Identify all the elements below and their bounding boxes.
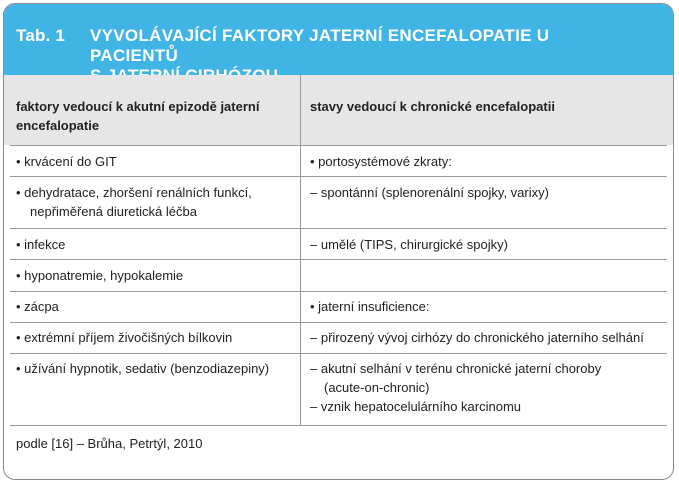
row-divider [10, 176, 667, 177]
cell-line: – umělé (TIPS, chirurgické spojky) [310, 237, 508, 252]
table-card [3, 3, 674, 480]
table-bottom-rule [10, 425, 667, 426]
table-cell-left [16, 235, 294, 254]
cell-line: • krvácení do GIT [16, 154, 117, 169]
table-cell-right [310, 152, 670, 171]
cell-line: • jaterní insuficience: [310, 299, 430, 314]
cell-line: • dehydratace, zhoršení renálních funkcí, [16, 185, 252, 200]
cell-line: • hyponatremie, hypokalemie [16, 268, 184, 283]
column-divider [300, 75, 301, 425]
cell-line: nepřiměřená diuretická léčba [30, 204, 197, 219]
table-header [4, 4, 673, 75]
table-cell-right [310, 297, 670, 316]
cell-line: – přirozený vývoj cirhózy do chronického jaterního selhání [310, 330, 644, 345]
row-divider [10, 145, 667, 146]
source-note: podle [16] – Brůha, Petrtýl, 2010 [16, 436, 203, 451]
row-divider [10, 322, 667, 323]
table-cell-left [16, 328, 294, 347]
cell-line: • zácpa [16, 299, 59, 314]
table-cell-left [16, 297, 294, 316]
cell-line: – vznik hepatocelulárního karcinomu [310, 399, 522, 414]
cell-line: • infekce [16, 237, 66, 252]
cell-line: • portosystémové zkraty: [310, 154, 452, 169]
cell-line: (acute-on-chronic) [324, 380, 430, 395]
column-header-right: stavy vedoucí k chronické encefalopatii [310, 99, 555, 114]
row-divider [10, 353, 667, 354]
table-number: Tab. 1 [16, 26, 66, 45]
table-cell-left [16, 359, 294, 378]
column-headers [4, 75, 673, 145]
cell-line: – spontánní (splenorenální spojky, varixy) [310, 185, 549, 200]
cell-line: • extrémní příjem živočišných bílkovin [16, 330, 233, 345]
table-cell-right [310, 235, 670, 254]
column-header-left: faktory vedoucí k akutní epizodě jaterní encefalopatie [16, 99, 260, 133]
table-cell-right [310, 328, 670, 347]
cell-line: – akutní selhání v terénu chronické jaterní choroby [310, 361, 602, 376]
table-cell-right [310, 359, 670, 416]
row-divider [10, 291, 667, 292]
title-line-1: VYVOLÁVAJÍCÍ FAKTORY JATERNÍ ENCEFALOPATIE U PACIENTŮ [90, 26, 550, 65]
cell-line: • užívání hypnotik, sedativ (benzodiazepiny) [16, 361, 270, 376]
row-divider [10, 259, 667, 260]
table-cell-right [310, 183, 670, 202]
table-cell-left [16, 183, 294, 221]
table-cell-left [16, 266, 294, 285]
table-cell-left [16, 152, 294, 171]
row-divider [10, 228, 667, 229]
